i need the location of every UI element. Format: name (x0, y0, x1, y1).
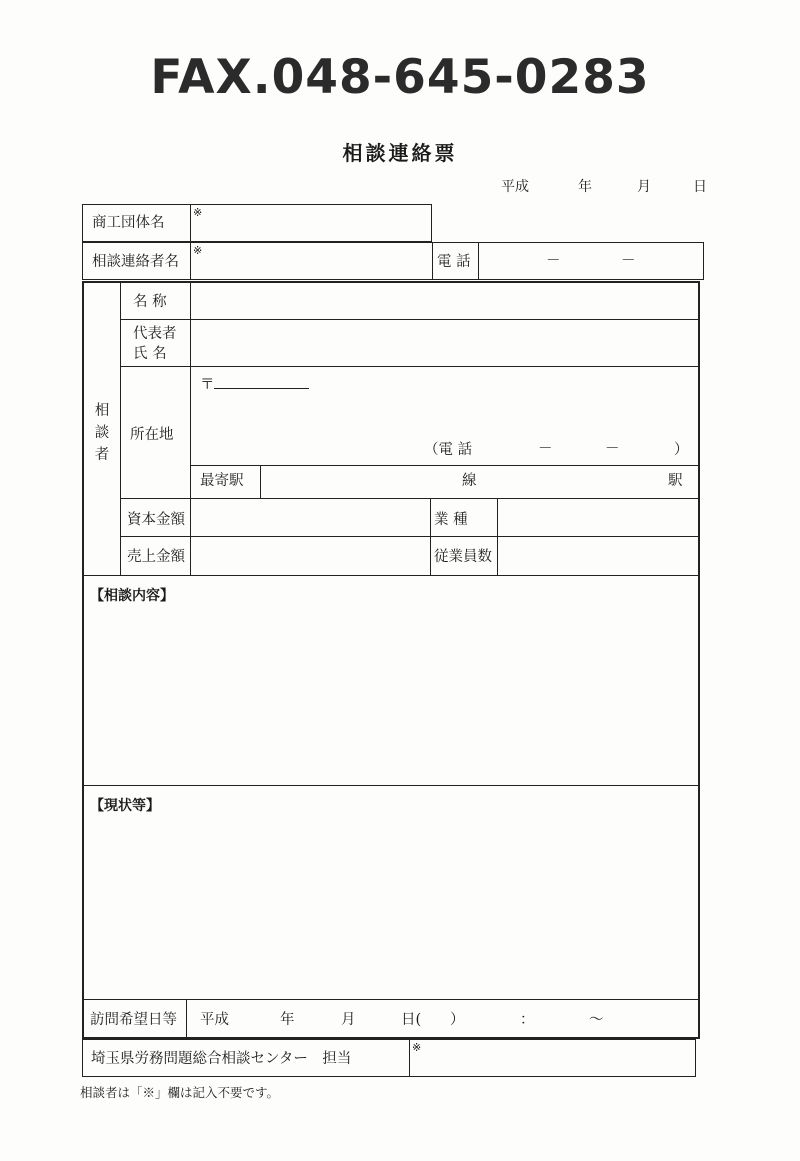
station-label: 最寄駅 (200, 473, 244, 489)
consultation-content-field[interactable] (85, 604, 697, 782)
center-staff-field[interactable] (410, 1040, 695, 1076)
required-mark: ※ (193, 206, 203, 219)
phone-label: 電 話 (437, 254, 471, 270)
station-suffix: 駅 (668, 473, 683, 489)
rep-label-line1: 代表者 (133, 326, 177, 342)
address-phone-dash-2: － (605, 441, 620, 457)
sales-label: 売上金額 (127, 549, 185, 565)
date-month-label: 月 (637, 179, 651, 195)
org-name-label: 商工団体名 (92, 215, 165, 231)
phone-dash-1: － (546, 253, 561, 269)
employees-label: 従業員数 (434, 549, 492, 565)
center-label: 埼玉県労務問題総合相談センター 担当 (91, 1051, 352, 1067)
phone-dash-2: － (621, 253, 636, 269)
date-day-label: 日 (693, 179, 707, 195)
address-field[interactable] (191, 367, 697, 462)
address-phone-close: ） (674, 442, 689, 458)
fax-number: FAX.048-645-0283 (150, 50, 650, 105)
form-title: 相談連絡票 (342, 141, 458, 165)
sales-field[interactable] (191, 537, 427, 572)
capital-field[interactable] (191, 499, 427, 534)
capital-label: 資本金額 (127, 512, 185, 528)
required-mark: ※ (193, 244, 203, 257)
visit-close-paren: ） (450, 1012, 465, 1028)
visit-colon: ： (520, 1012, 535, 1028)
address-label: 所在地 (130, 427, 174, 443)
consultation-content-label: 【相談内容】 (90, 588, 174, 604)
visit-era: 平成 (200, 1012, 229, 1028)
industry-label: 業 種 (434, 512, 468, 528)
visit-day-label: 日( (401, 1012, 422, 1028)
name-field[interactable] (191, 284, 697, 317)
name-label: 名 称 (133, 294, 167, 310)
representative-field[interactable] (191, 320, 697, 364)
rep-label-line2: 氏 名 (133, 346, 167, 362)
date-year-label: 年 (578, 179, 592, 195)
current-status-label: 【現状等】 (90, 798, 160, 814)
postal-mark: 〒 (200, 377, 215, 393)
visit-tilde: ～ (589, 1012, 604, 1028)
org-name-field[interactable] (191, 205, 431, 241)
footer-note: 相談者は「※」欄は記入不要です。 (80, 1085, 280, 1100)
industry-field[interactable] (497, 499, 697, 534)
required-mark: ※ (412, 1041, 422, 1054)
consultant-section-label: 相談者 (94, 403, 110, 463)
visit-date-field[interactable] (186, 999, 697, 1035)
address-phone-dash-1: － (538, 441, 553, 457)
nearest-station-field[interactable] (260, 465, 697, 496)
contact-name-field[interactable] (191, 243, 431, 279)
current-status-field[interactable] (85, 814, 697, 996)
address-phone-open: （電 話 (424, 442, 473, 458)
employees-field[interactable] (497, 537, 697, 572)
line-label: 線 (462, 473, 477, 489)
visit-label: 訪問希望日等 (90, 1012, 177, 1028)
date-era: 平成 (501, 179, 529, 195)
visit-month-label: 月 (341, 1012, 356, 1028)
visit-year-label: 年 (280, 1012, 295, 1028)
contact-name-label: 相談連絡者名 (92, 254, 179, 270)
contact-phone-field[interactable] (478, 243, 703, 279)
